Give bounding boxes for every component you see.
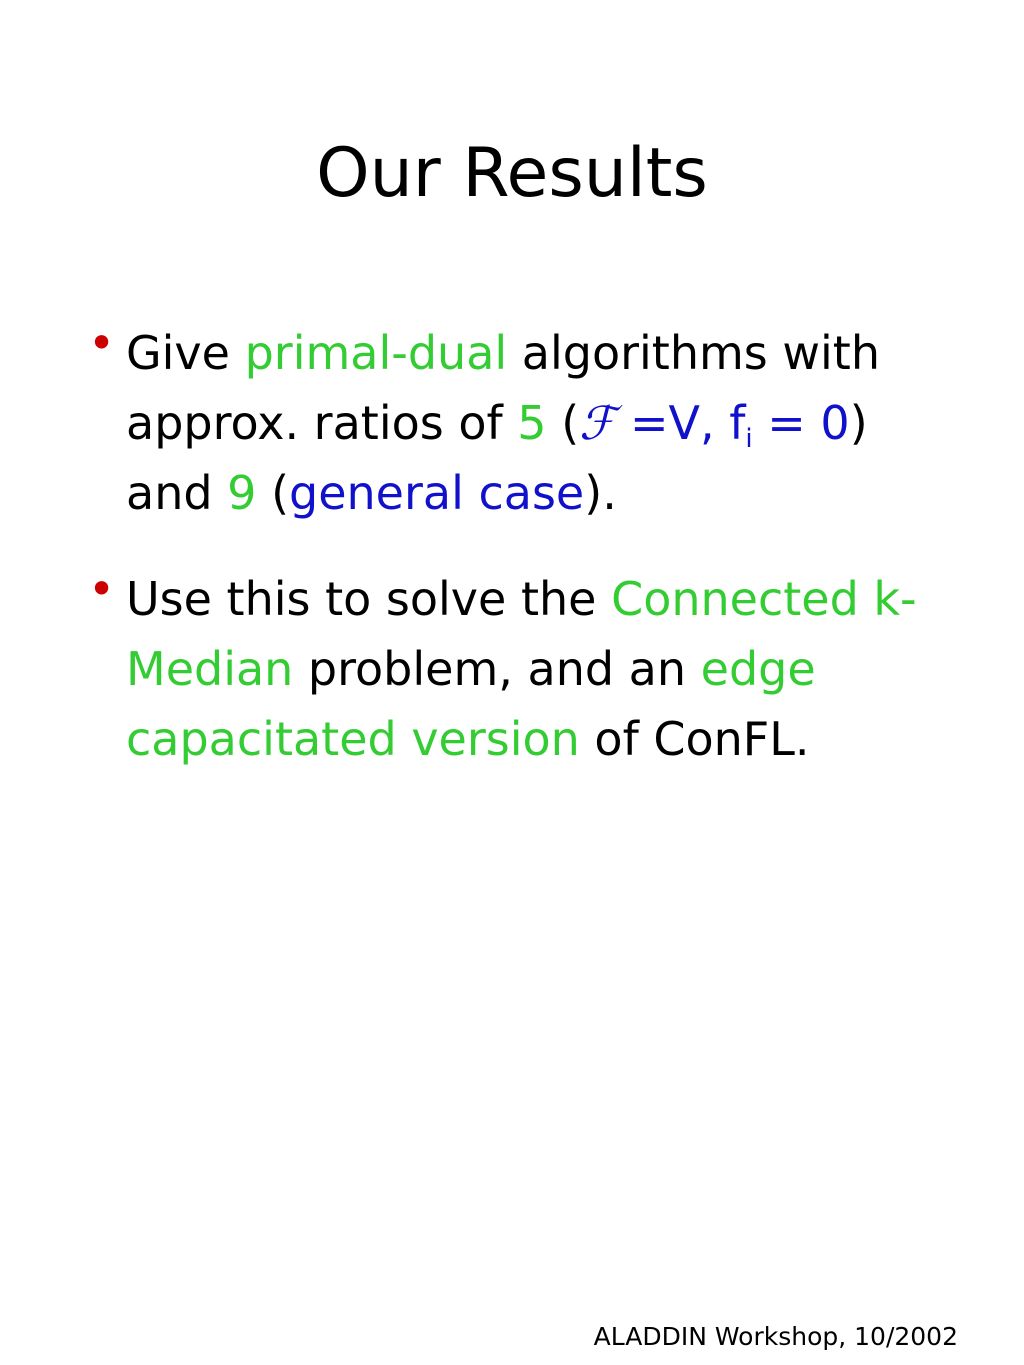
bullet-list [88, 318, 948, 810]
text-segment: problem, and an [293, 642, 701, 696]
text-segment: Give [126, 326, 245, 380]
text-segment: of ConFL. [579, 712, 810, 766]
highlight-connected-k-median: Connected k-Median [126, 572, 917, 696]
ratio-9: 9 [227, 466, 257, 520]
bullet-marker: • [88, 316, 116, 370]
highlight-edge-capacitated: edge capacitated version [126, 642, 816, 766]
text-segment: ) and [126, 396, 868, 520]
text-segment: ( [256, 466, 290, 520]
slide-title: Our Results [316, 134, 708, 213]
bullet-item-connected-k-median [88, 564, 948, 774]
condition-text: =V, f [615, 396, 746, 450]
script-f-symbol: ℱ [579, 396, 616, 450]
highlight-primal-dual: primal-dual [244, 326, 508, 380]
text-segment: algorithms with approx. ratios of [126, 326, 880, 450]
slide-footer: ALADDIN Workshop, 10/2002 [593, 1322, 958, 1351]
subscript-i: i [745, 424, 753, 454]
text-segment: ). [584, 466, 617, 520]
ratio-5: 5 [517, 396, 547, 450]
condition-text-end: = 0 [752, 396, 850, 450]
bullet-marker: • [88, 562, 116, 616]
general-case-text: general case [289, 466, 585, 520]
text-segment: ( [546, 396, 580, 450]
bullet-item-primal-dual [88, 318, 948, 528]
text-segment: Use this to solve the [126, 572, 612, 626]
